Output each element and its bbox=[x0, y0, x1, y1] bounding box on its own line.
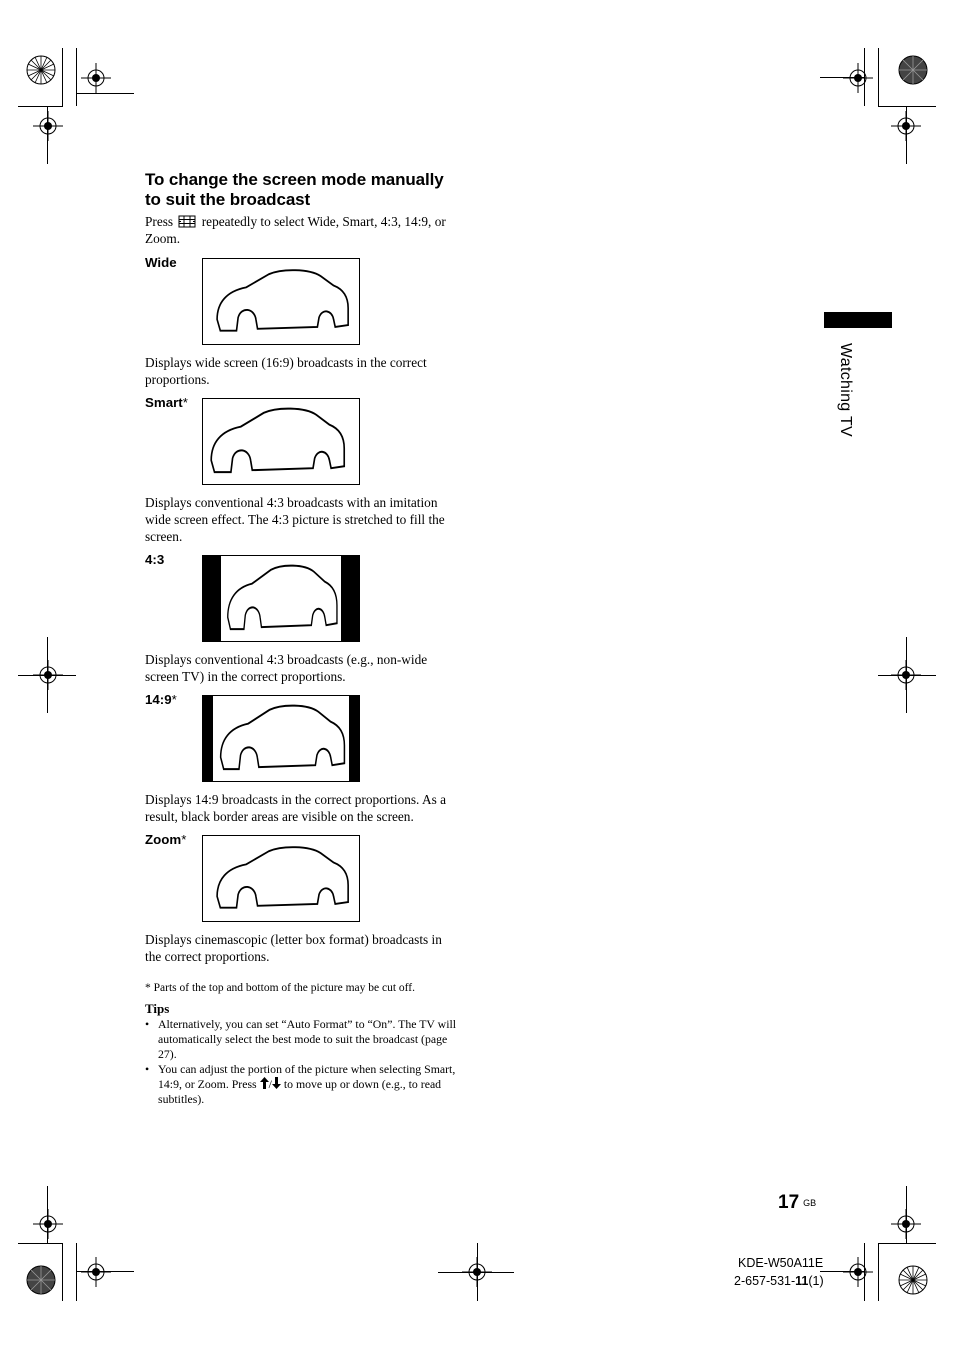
registration-target-icon bbox=[843, 1257, 873, 1287]
mode-description: Displays 14:9 broadcasts in the correct proportions. As a result, black border areas are visible on the screen. bbox=[145, 792, 446, 824]
registration-target-icon bbox=[891, 660, 921, 690]
arrow-separator: / bbox=[268, 1077, 272, 1091]
mode-description: Displays cinemascopic (letter box format) broadcasts in the correct proportions. bbox=[145, 932, 442, 964]
mode-row bbox=[145, 255, 457, 346]
model-number: KDE-W50A11E bbox=[738, 1256, 824, 1270]
part-number-prefix: 2-657-531- bbox=[734, 1274, 796, 1288]
mode-label-text: Smart bbox=[145, 395, 183, 410]
registration-target-icon bbox=[81, 63, 111, 93]
intro-text bbox=[145, 213, 457, 247]
car-illustration bbox=[203, 696, 359, 781]
star-target-icon bbox=[26, 1265, 56, 1295]
intro-before: Press bbox=[145, 214, 174, 229]
mode-description: Displays wide screen (16:9) broadcasts in the correct proportions. bbox=[145, 355, 427, 387]
tips-heading: Tips bbox=[145, 1001, 170, 1016]
star-target-icon bbox=[898, 55, 928, 85]
part-number bbox=[734, 1274, 824, 1288]
mode-row bbox=[145, 395, 457, 486]
section-tab-bar bbox=[824, 312, 892, 328]
mode-label-asterisk: * bbox=[171, 692, 177, 707]
intro-after: repeatedly to select Wide, Smart, 4:3, 14:9, or Zoom. bbox=[145, 214, 446, 246]
tips-list bbox=[145, 1017, 457, 1107]
mode-label-text: Zoom bbox=[145, 832, 182, 847]
mode-label-text: Wide bbox=[145, 255, 177, 270]
registration-target-icon bbox=[891, 111, 921, 141]
mode-label-asterisk: * bbox=[181, 832, 187, 847]
footnote: * Parts of the top and bottom of the picture may be cut off. bbox=[145, 982, 415, 994]
up-arrow-icon bbox=[260, 1077, 269, 1089]
mode-label bbox=[145, 552, 164, 567]
mode-list bbox=[145, 255, 457, 965]
car-illustration bbox=[203, 399, 359, 484]
mode-label-asterisk: * bbox=[182, 395, 188, 410]
mode-preview-image bbox=[202, 835, 360, 922]
tip-item bbox=[145, 1062, 457, 1107]
registration-target-icon bbox=[81, 1257, 111, 1287]
bullet: • bbox=[145, 1062, 150, 1076]
page-number bbox=[778, 1192, 816, 1214]
mode-label bbox=[145, 692, 177, 707]
tip-text-after: to move up or down (e.g., to read subtitles). bbox=[158, 1077, 442, 1106]
mode-label bbox=[145, 255, 177, 270]
car-illustration bbox=[203, 836, 359, 921]
part-number-suffix: (1) bbox=[808, 1274, 824, 1288]
part-number-bold: 11 bbox=[795, 1274, 809, 1288]
tip-text: You can adjust the portion of the picture when selecting Smart, 14:9, or Zoom. Press bbox=[158, 1062, 456, 1091]
registration-target-icon bbox=[843, 63, 873, 93]
mode-label-text: 4:3 bbox=[145, 552, 165, 567]
mode-row bbox=[145, 692, 457, 783]
registration-target-icon bbox=[891, 1209, 921, 1239]
wide-mode-button-icon bbox=[178, 215, 196, 228]
car-illustration bbox=[203, 259, 359, 344]
mode-label-text: 14:9 bbox=[145, 692, 172, 707]
section-heading: To change the screen mode manually to suit the broadcast bbox=[145, 170, 444, 209]
star-target-icon bbox=[898, 1265, 928, 1295]
mode-row bbox=[145, 552, 457, 643]
down-arrow-icon bbox=[272, 1077, 281, 1089]
mode-preview-image bbox=[202, 695, 360, 782]
mode-preview-image bbox=[202, 555, 360, 642]
mode-row bbox=[145, 832, 457, 923]
tip-item bbox=[145, 1017, 457, 1062]
tip-text: Alternatively, you can set “Auto Format” to “On”. The TV will automatically select the best mode to suit the broadcast (page 27). bbox=[158, 1017, 457, 1061]
page-number-value: 17 bbox=[778, 1192, 800, 1213]
mode-description: Displays conventional 4:3 broadcasts with an imitation wide screen effect. The 4:3 picture is stretched to fill the screen. bbox=[145, 495, 445, 544]
mode-preview-image bbox=[202, 258, 360, 345]
main-column bbox=[145, 170, 457, 1107]
car-illustration bbox=[203, 556, 359, 641]
registration-target-icon bbox=[33, 111, 63, 141]
bullet: • bbox=[145, 1017, 150, 1031]
registration-target-icon bbox=[33, 1209, 63, 1239]
page-number-suffix: GB bbox=[803, 1198, 817, 1208]
mode-preview-image bbox=[202, 398, 360, 485]
mode-label bbox=[145, 395, 188, 410]
section-tab-label: Watching TV bbox=[837, 343, 854, 438]
registration-target-icon bbox=[462, 1257, 492, 1287]
star-target-icon bbox=[26, 55, 56, 85]
mode-label bbox=[145, 832, 186, 847]
mode-description: Displays conventional 4:3 broadcasts (e.g., non-wide screen TV) in the correct proportions. bbox=[145, 652, 428, 684]
registration-target-icon bbox=[33, 660, 63, 690]
